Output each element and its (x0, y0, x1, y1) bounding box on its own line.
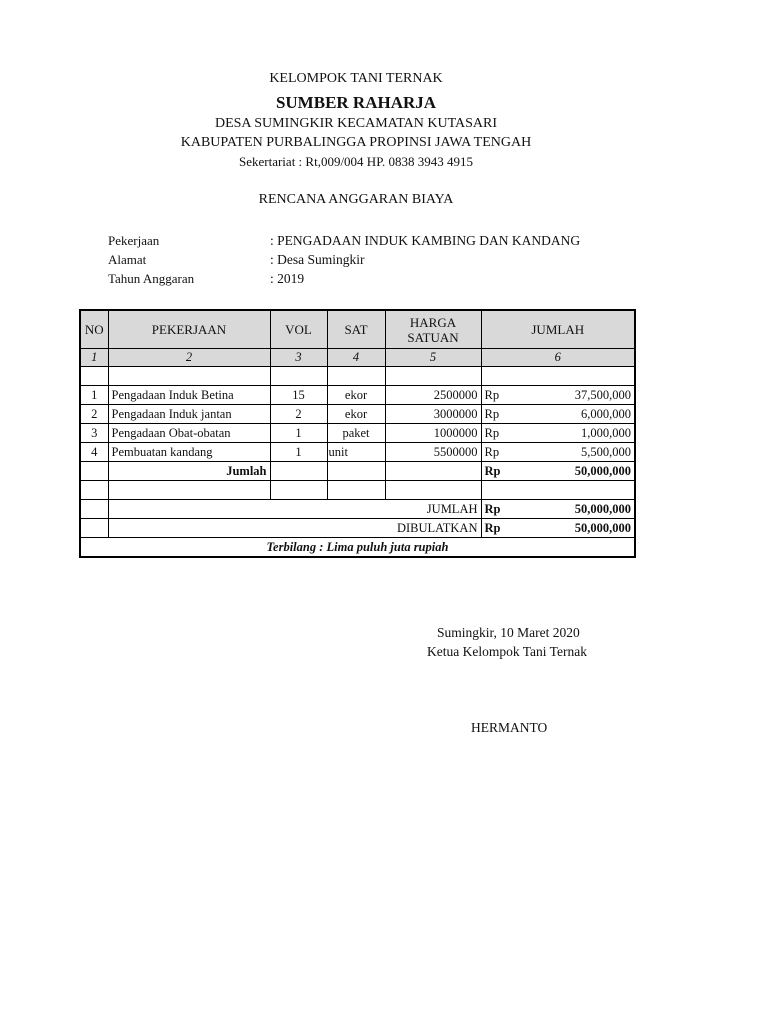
org-village: DESA SUMINGKIR KECAMATAN KUTASARI (214, 116, 498, 131)
subtotal-label: Jumlah (108, 462, 270, 481)
table-header-row (80, 310, 635, 349)
row-pekerjaan: Pengadaan Induk jantan (108, 405, 270, 424)
document-title: RENCANA ANGGARAN BIAYA (258, 192, 454, 207)
row-vol: 1 (270, 443, 327, 462)
rounded-currency: Rp (484, 521, 501, 535)
row-jumlah-value: 37,500,000 (574, 388, 631, 402)
header-harga-line2: SATUAN (407, 329, 459, 345)
row-jumlah (481, 386, 635, 405)
total-cell (481, 500, 635, 519)
total-value: 50,000,000 (574, 502, 631, 516)
row-no: 3 (80, 424, 108, 443)
row-pekerjaan: Pembuatan kandang (108, 443, 270, 462)
row-sat: ekor (327, 386, 385, 405)
row-vol: 15 (270, 386, 327, 405)
header-vol: VOL (270, 310, 327, 349)
row-jumlah-value: 6,000,000 (581, 407, 631, 421)
row-jumlah (481, 443, 635, 462)
subtotal-cell (481, 462, 635, 481)
terbilang-text: Terbilang : Lima puluh juta rupiah (80, 538, 635, 558)
row-currency: Rp (484, 388, 500, 402)
row-jumlah-value: 5,500,000 (581, 445, 631, 459)
row-jumlah (481, 405, 635, 424)
subtotal-row (80, 462, 635, 481)
row-sat: ekor (327, 405, 385, 424)
col-num: 1 (80, 349, 108, 367)
info-value-tahun: : 2019 (270, 271, 305, 286)
subtotal-currency: Rp (484, 464, 501, 478)
signature-place-date: Sumingkir, 10 Maret 2020 (437, 625, 580, 640)
row-vol: 2 (270, 405, 327, 424)
row-pekerjaan: Pengadaan Obat-obatan (108, 424, 270, 443)
header-harga (385, 310, 481, 349)
rounded-cell (481, 519, 635, 538)
org-secretariat: Sekertariat : Rt,009/004 HP. 0838 3943 4915 (239, 154, 473, 169)
header-jumlah: JUMLAH (481, 310, 635, 349)
info-value-pekerjaan: : PENGADAAN INDUK KAMBING DAN KANDANG (270, 233, 581, 248)
header-harga-line1: HARGA (409, 314, 457, 330)
row-currency: Rp (484, 407, 500, 421)
signature-name: HERMANTO (471, 720, 548, 735)
info-label-pekerjaan: Pekerjaan (108, 233, 160, 248)
org-line1: KELOMPOK TANI TERNAK (269, 71, 443, 86)
total-currency: Rp (484, 502, 501, 516)
table-row (80, 424, 635, 443)
row-harga: 3000000 (385, 405, 481, 424)
table-row (80, 405, 635, 424)
rounded-label: DIBULATKAN (108, 519, 481, 538)
org-name: SUMBER RAHARJA (275, 93, 437, 112)
col-num: 6 (481, 349, 635, 367)
row-sat: unit (327, 443, 385, 462)
row-no: 2 (80, 405, 108, 424)
header-pekerjaan: PEKERJAAN (108, 310, 270, 349)
row-harga: 2500000 (385, 386, 481, 405)
row-jumlah-value: 1,000,000 (581, 426, 631, 440)
empty-row (80, 367, 635, 386)
col-num: 4 (327, 349, 385, 367)
col-num: 5 (385, 349, 481, 367)
empty-row (80, 481, 635, 500)
header-sat: SAT (327, 310, 385, 349)
row-pekerjaan: Pengadaan Induk Betina (108, 386, 270, 405)
row-currency: Rp (484, 426, 500, 440)
info-value-alamat: : Desa Sumingkir (270, 252, 365, 267)
row-jumlah (481, 424, 635, 443)
row-currency: Rp (484, 445, 500, 459)
org-regency: KABUPATEN PURBALINGGA PROPINSI JAWA TENGAH (180, 135, 532, 150)
rounded-value: 50,000,000 (574, 521, 631, 535)
row-no: 1 (80, 386, 108, 405)
terbilang-row (80, 538, 635, 558)
total-row (80, 500, 635, 519)
signature-role: Ketua Kelompok Tani Ternak (427, 644, 587, 659)
info-label-alamat: Alamat (108, 252, 147, 267)
info-label-tahun: Tahun Anggaran (108, 271, 195, 286)
row-harga: 5500000 (385, 443, 481, 462)
rounded-row (80, 519, 635, 538)
table-row (80, 443, 635, 462)
total-label: JUMLAH (108, 500, 481, 519)
column-number-row (80, 349, 635, 367)
row-no: 4 (80, 443, 108, 462)
table-row (80, 386, 635, 405)
row-vol: 1 (270, 424, 327, 443)
row-sat: paket (327, 424, 385, 443)
budget-table (79, 309, 636, 558)
subtotal-value: 50,000,000 (574, 464, 631, 478)
col-num: 3 (270, 349, 327, 367)
header-no: NO (80, 310, 108, 349)
col-num: 2 (108, 349, 270, 367)
row-harga: 1000000 (385, 424, 481, 443)
